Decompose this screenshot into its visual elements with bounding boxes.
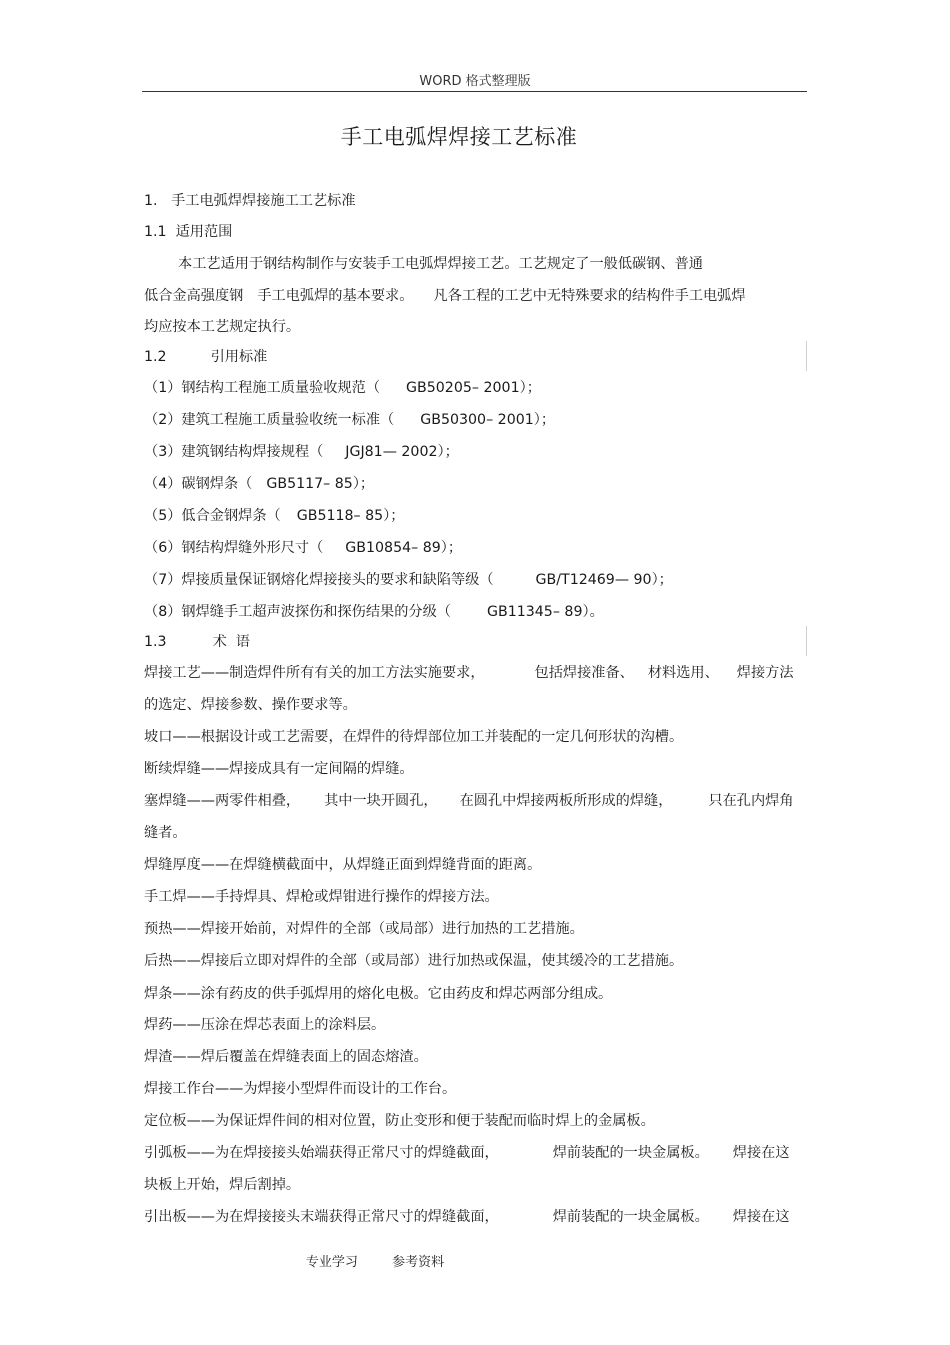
text-line bbox=[144, 475, 374, 493]
text-segment: （2）建筑工程施工质量验收统一标准（ bbox=[144, 412, 395, 428]
text-line bbox=[144, 1112, 655, 1130]
text-segment: 其中一块开圆孔， bbox=[324, 793, 438, 809]
text-segment: 焊前装配的一块金属板。 bbox=[552, 1145, 709, 1161]
page-header: WORD 格式整理版 bbox=[419, 74, 531, 89]
footer-left: 专业学习 bbox=[305, 1255, 358, 1270]
text-segment: 1. 手工电弧焊焊接施工工艺标准 bbox=[144, 193, 356, 209]
text-line bbox=[144, 824, 187, 842]
text-line bbox=[144, 985, 612, 1003]
text-line bbox=[144, 287, 746, 305]
text-line bbox=[144, 856, 541, 874]
text-segment: 在圆孔中焊接两板所形成的焊缝， bbox=[459, 793, 673, 809]
text-segment: 焊接在这 bbox=[732, 1209, 790, 1225]
text-segment: 预热——焊接开始前，对焊件的全部（或局部）进行加热的工艺措施。 bbox=[144, 921, 584, 937]
text-segment: 定位板——为保证焊件间的相对位置，防止变形和便于装配而临时焊上的金属板。 bbox=[144, 1113, 655, 1129]
text-segment: 焊接工艺——制造焊件所有有关的加工方法实施要求， bbox=[144, 665, 485, 681]
text-segment: 手工焊——手持焊具、焊枪或焊钳进行操作的焊接方法。 bbox=[144, 889, 499, 905]
text-segment: （4）碳钢焊条（ bbox=[144, 476, 253, 492]
text-segment: 本工艺适用于钢结构制作与安装手工电弧焊焊接工艺。工艺规定了一般低碳钢、普通 bbox=[178, 256, 703, 272]
text-line bbox=[144, 792, 794, 810]
text-line bbox=[144, 1080, 456, 1098]
text-line bbox=[144, 1048, 428, 1066]
text-segment: 块板上开始，焊后割掉。 bbox=[144, 1177, 301, 1193]
text-segment: 手工电弧焊的基本要求。 bbox=[257, 288, 414, 304]
page-footer bbox=[0, 1251, 750, 1270]
text-segment: 后热——焊接后立即对焊件的全部（或局部）进行加热或保温，使其缓冷的工艺措施。 bbox=[144, 953, 684, 969]
text-line bbox=[144, 379, 541, 397]
text-segment: （7）焊接质量保证钢熔化焊接接头的要求和缺陷等级（ bbox=[144, 572, 494, 588]
text-segment: GB50205– 2001）； bbox=[406, 380, 541, 396]
text-segment: 断续焊缝——焊接成具有一定间隔的焊缝。 bbox=[144, 761, 414, 777]
text-line bbox=[144, 664, 794, 682]
text-line bbox=[144, 507, 404, 525]
text-line bbox=[144, 318, 300, 336]
text-segment: 焊缝厚度——在焊缝横截面中，从焊缝正面到焊缝背面的距离。 bbox=[144, 857, 542, 873]
text-line bbox=[144, 633, 250, 651]
text-segment: 焊前装配的一块金属板。 bbox=[552, 1209, 709, 1225]
footer-right: 参考资料 bbox=[392, 1255, 445, 1270]
text-line bbox=[144, 192, 356, 210]
text-segment: GB11345– 89）。 bbox=[486, 604, 604, 620]
text-segment: JGJ81— 2002）； bbox=[345, 444, 459, 460]
text-segment: 坡口——根据设计或工艺需要，在焊件的待焊部位加工并装配的一定几何形状的沟槽。 bbox=[144, 729, 684, 745]
text-segment: 低合金高强度钢 bbox=[144, 288, 244, 304]
text-line bbox=[144, 920, 584, 938]
text-segment: 材料选用、 bbox=[647, 665, 719, 681]
text-segment: 引弧板——为在焊接接头始端获得正常尺寸的焊缝截面， bbox=[144, 1145, 499, 1161]
text-segment: 引出板——为在焊接接头末端获得正常尺寸的焊缝截面， bbox=[144, 1209, 499, 1225]
text-segment: （5）低合金钢焊条（ bbox=[144, 508, 281, 524]
text-segment: 焊接方法 bbox=[736, 665, 794, 681]
text-segment: 塞焊缝——两零件相叠， bbox=[144, 793, 301, 809]
text-segment: 焊接工作台——为焊接小型焊件而设计的工作台。 bbox=[144, 1081, 457, 1097]
text-segment: 均应按本工艺规定执行。 bbox=[144, 319, 301, 335]
text-segment: 焊条——涂有药皮的供手弧焊用的熔化电极。它由药皮和焊芯两部分组成。 bbox=[144, 986, 613, 1002]
text-segment: GB5118– 85）； bbox=[296, 508, 405, 524]
document-title: 手工电弧焊焊接工艺标准 bbox=[340, 125, 578, 149]
text-line bbox=[144, 571, 673, 589]
text-line bbox=[144, 223, 232, 241]
text-segment: 只在孔内焊角 bbox=[708, 793, 794, 809]
text-line bbox=[144, 1016, 385, 1034]
text-segment: 1.1 适用范围 bbox=[144, 224, 233, 240]
text-line bbox=[144, 888, 499, 906]
text-segment: 术 语 bbox=[212, 634, 250, 650]
text-segment: 焊药——压涂在焊芯表面上的涂料层。 bbox=[144, 1017, 386, 1033]
text-segment: （1）钢结构工程施工质量验收规范（ bbox=[144, 380, 381, 396]
text-line bbox=[144, 1144, 790, 1162]
text-segment: 的选定、焊接参数、操作要求等。 bbox=[144, 697, 357, 713]
text-line bbox=[144, 728, 683, 746]
text-line bbox=[144, 411, 555, 429]
text-segment: 1.2 bbox=[144, 349, 167, 365]
text-line bbox=[178, 255, 703, 273]
text-segment: GB50300– 2001）； bbox=[420, 412, 556, 428]
text-line bbox=[144, 348, 267, 366]
text-segment: 缝者。 bbox=[144, 825, 187, 841]
text-segment: 焊渣——焊后覆盖在焊缝表面上的固态熔渣。 bbox=[144, 1049, 428, 1065]
text-line bbox=[144, 696, 357, 714]
text-segment: （3）建筑钢结构焊接规程（ bbox=[144, 444, 324, 460]
text-line bbox=[144, 760, 414, 778]
text-segment: GB/T12469— 90）； bbox=[535, 572, 673, 588]
text-line bbox=[144, 952, 683, 970]
table-edge-mark bbox=[806, 626, 807, 656]
text-segment: 凡各工程的工艺中无特殊要求的结构件手工电弧焊 bbox=[433, 288, 746, 304]
text-segment: GB10854– 89）； bbox=[345, 540, 463, 556]
text-segment: 引用标准 bbox=[210, 349, 268, 365]
text-line bbox=[144, 1176, 300, 1194]
text-segment: （6）钢结构焊缝外形尺寸（ bbox=[144, 540, 324, 556]
text-segment: 1.3 bbox=[144, 634, 167, 650]
text-line bbox=[144, 603, 604, 621]
text-line bbox=[144, 539, 462, 557]
text-segment: 焊接在这 bbox=[732, 1145, 790, 1161]
text-line bbox=[144, 443, 459, 461]
text-segment: 包括焊接准备、 bbox=[534, 665, 634, 681]
text-segment: GB5117– 85）； bbox=[266, 476, 375, 492]
header-rule bbox=[142, 91, 807, 92]
table-edge-mark bbox=[806, 341, 807, 371]
text-line bbox=[144, 1208, 790, 1226]
text-segment: （8）钢焊缝手工超声波探伤和探伤结果的分级（ bbox=[144, 604, 451, 620]
